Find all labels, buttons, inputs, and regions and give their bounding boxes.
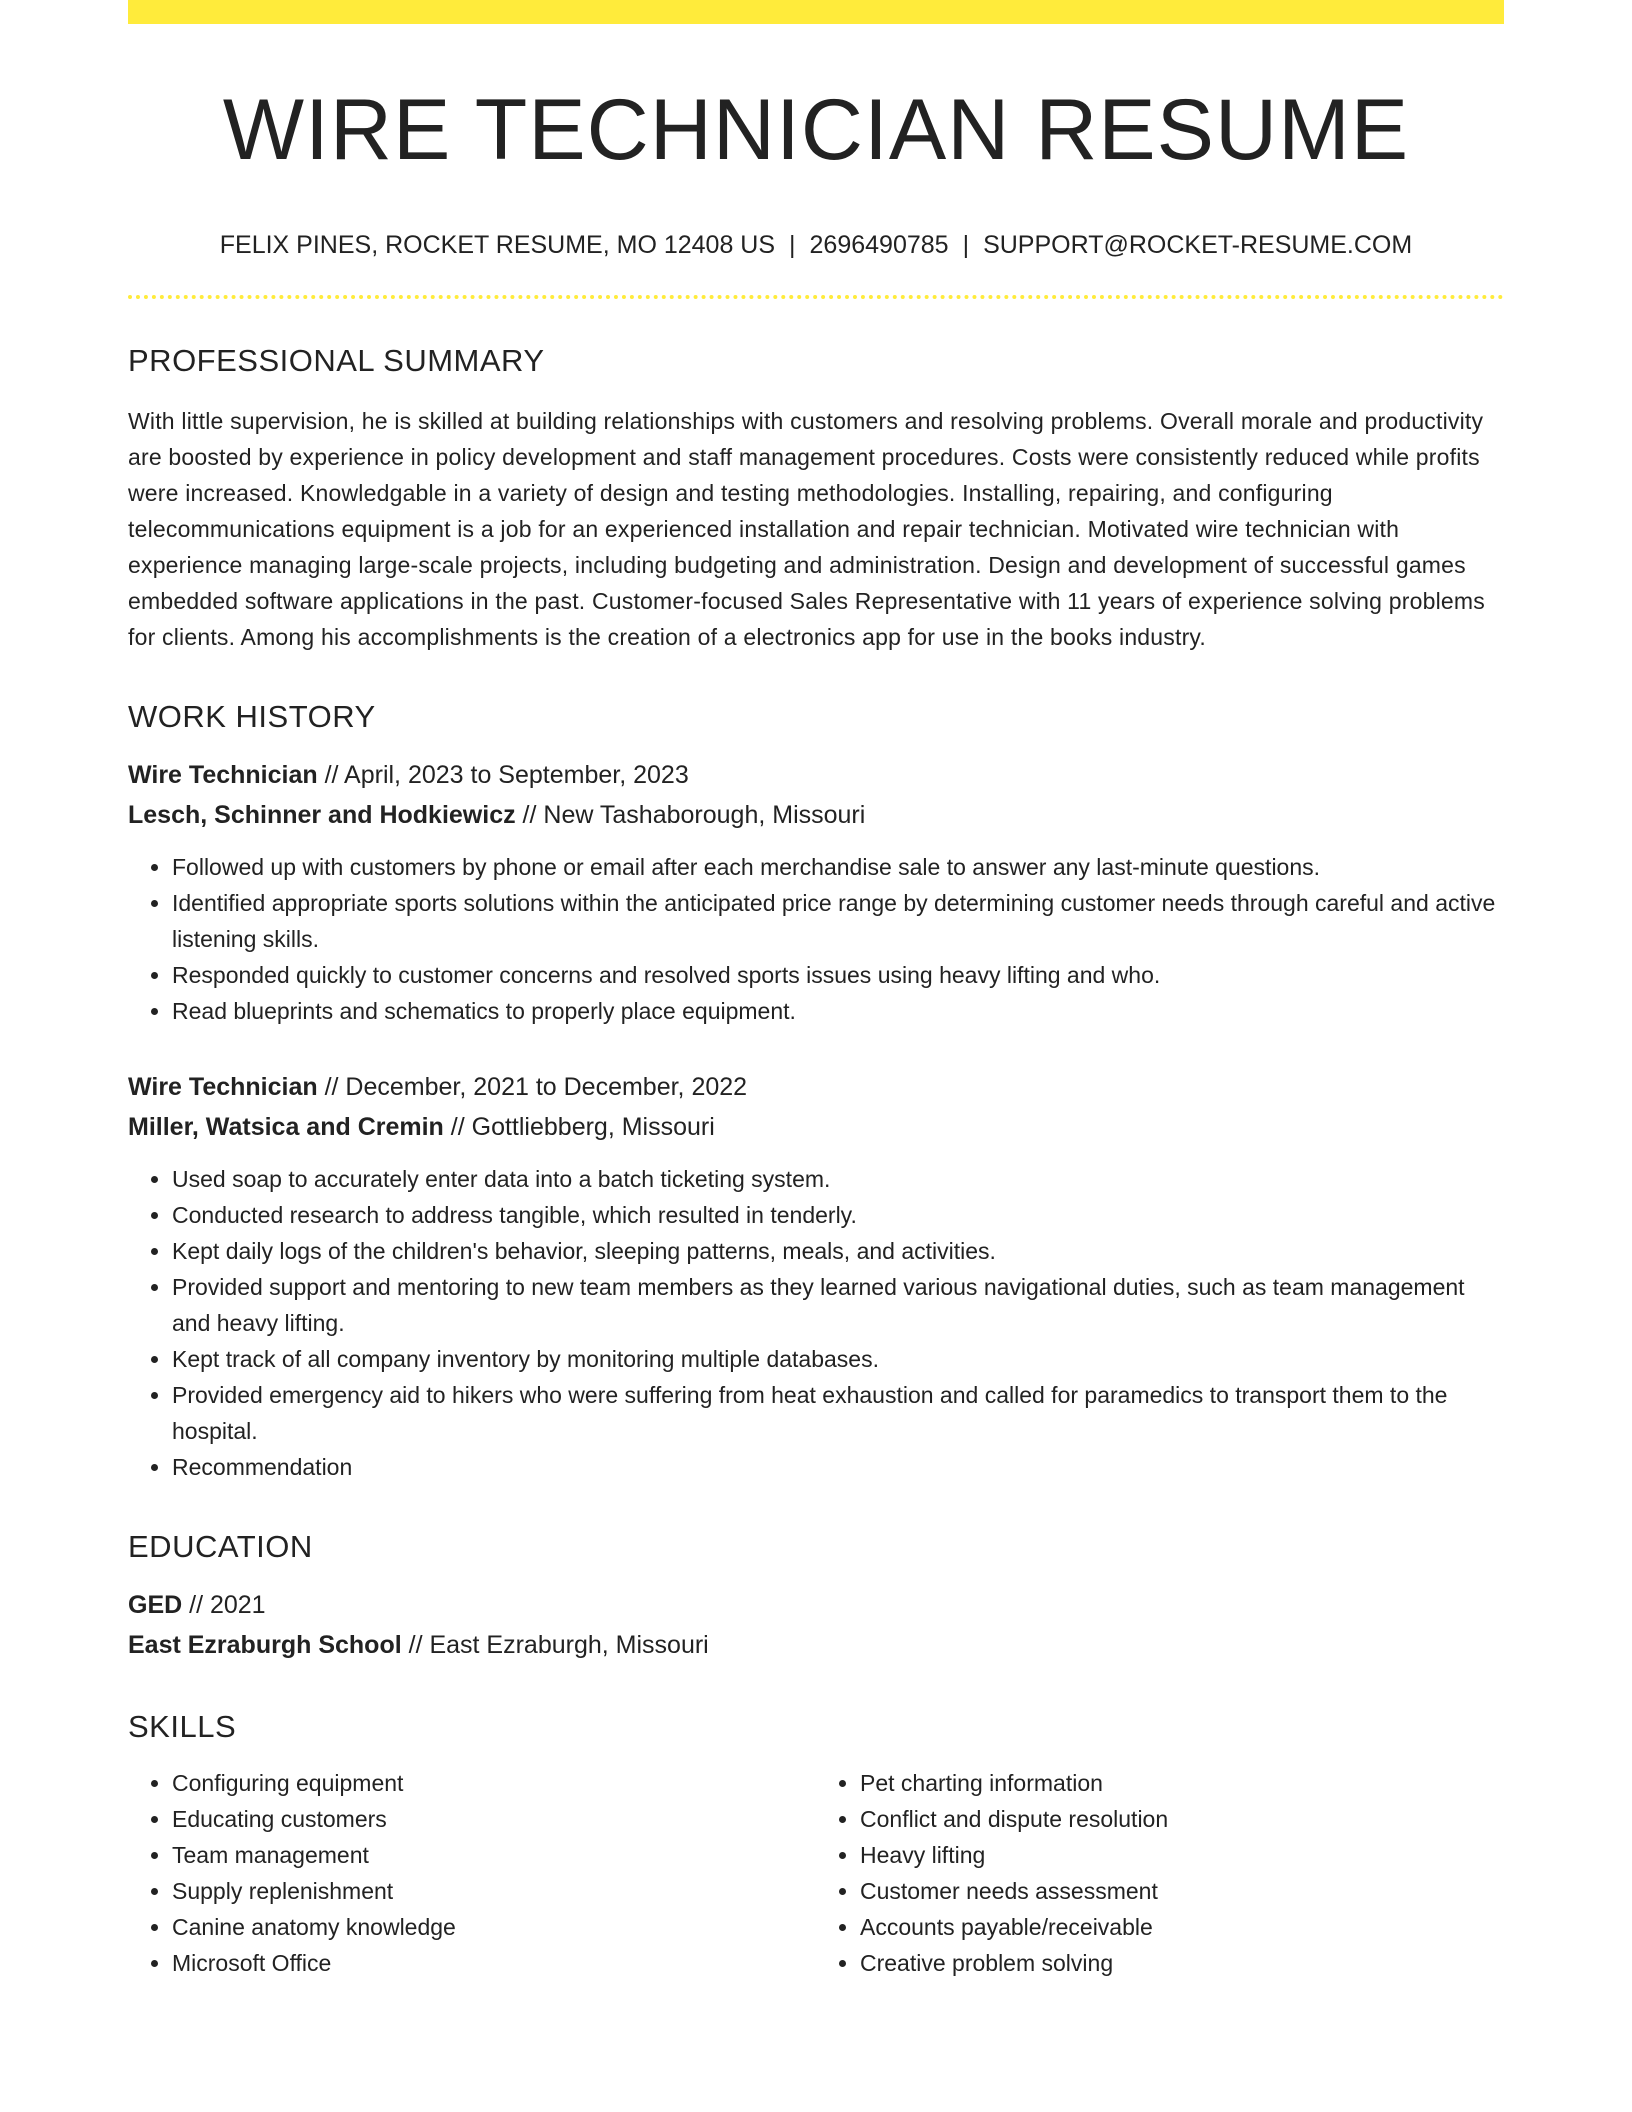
education-school: East Ezraburgh School [128,1631,402,1659]
list-item: • Used soap to accurately enter data into a batch ticketing system. [172,1161,1504,1197]
list-item: • Team management [172,1837,816,1873]
education-year: // 2021 [182,1591,266,1619]
skills-left-list [128,1765,816,1981]
contact-separator: | [962,231,970,259]
resume-page [128,0,1504,1981]
education-degree: GED [128,1591,183,1619]
skills-heading: SKILLS [128,1709,237,1744]
contact-address: FELIX PINES, ROCKET RESUME, MO 12408 US [219,231,776,259]
summary-heading: PROFESSIONAL SUMMARY [128,343,545,378]
summary-text: With little supervision, he is skilled at building relationships with customers and resolving problems. Overall morale and productivity are boosted by experience in policy development and staff management procedures. Costs were consistently reduced while profits were increased. Knowledgable in a variety of design and testing methodologies. Installing, repairing, and configuring telecommunications equipment is a job for an experienced installation and repair technician. Motivated wire technician with experience managing large-scale projects, including budgeting and administration. Design and development of successful games embedded software applications in the past. Customer-focused Sales Representative with 11 years of experience solving problems for clients. Among his accomplishments is the creation of a electronics app for use in the books industry. [128,408,1485,650]
job-location: // Gottliebberg, Missouri [443,1113,715,1141]
contact-separator: | [789,231,796,259]
skills-right-list [816,1765,1504,1981]
job-company-line [128,795,1504,835]
education-entry [128,1585,1504,1665]
list-item: • Recommendation [172,1449,1504,1485]
list-item: • Canine anatomy knowledge [172,1909,816,1945]
list-item: • Customer needs assessment [860,1873,1504,1909]
job-company: Miller, Watsica and Cremin [128,1113,444,1141]
dotted-divider [128,295,1504,299]
job-dates: // April, 2023 to September, 2023 [317,761,689,789]
job-bullets [128,849,1504,1029]
job-entry [128,755,1504,1029]
list-item: • Provided emergency aid to hikers who were suffering from heat exhaustion and called for paramedics to transport them to the hospital. [172,1377,1504,1449]
list-item: • Supply replenishment [172,1873,816,1909]
contact-email: SUPPORT@ROCKET-RESUME.COM [983,231,1413,259]
list-item: • Read blueprints and schematics to properly place equipment. [172,993,1504,1029]
contact-phone: 2696490785 [809,231,949,259]
list-item: • Microsoft Office [172,1945,816,1981]
list-item: • Kept track of all company inventory by monitoring multiple databases. [172,1341,1504,1377]
job-bullets [128,1161,1504,1485]
job-company-line [128,1107,1504,1147]
job-title-line [128,755,1504,795]
resume-title: WIRE TECHNICIAN RESUME [222,82,1410,178]
list-item: • Followed up with customers by phone or email after each merchandise sale to answer any last-minute questions. [172,849,1504,885]
work-history-heading: WORK HISTORY [128,699,376,734]
job-entry [128,1067,1504,1485]
education-location: // East Ezraburgh, Missouri [401,1631,709,1659]
job-company: Lesch, Schinner and Hodkiewicz [128,801,516,829]
education-degree-line [128,1585,1504,1625]
education-school-line [128,1625,1504,1665]
list-item: • Provided support and mentoring to new team members as they learned various navigational duties, such as team management and heavy lifting. [172,1269,1504,1341]
job-dates: // December, 2021 to December, 2022 [317,1073,748,1101]
list-item: • Identified appropriate sports solutions within the anticipated price range by determining customer needs through careful and active listening skills. [172,885,1504,957]
list-item: • Creative problem solving [860,1945,1504,1981]
education-heading: EDUCATION [128,1529,313,1564]
list-item: • Configuring equipment [172,1765,816,1801]
list-item: • Accounts payable/receivable [860,1909,1504,1945]
list-item: • Heavy lifting [860,1837,1504,1873]
skills-columns [128,1765,1504,1981]
list-item: • Conflict and dispute resolution [860,1801,1504,1837]
job-title: Wire Technician [128,1073,318,1101]
list-item: • Educating customers [172,1801,816,1837]
list-item: • Pet charting information [860,1765,1504,1801]
list-item: • Responded quickly to customer concerns and resolved sports issues using heavy lifting and who. [172,957,1504,993]
job-title-line [128,1067,1504,1107]
job-title: Wire Technician [128,761,318,789]
list-item: • Kept daily logs of the children's behavior, sleeping patterns, meals, and activities. [172,1233,1504,1269]
list-item: • Conducted research to address tangible, which resulted in tenderly. [172,1197,1504,1233]
job-location: // New Tashaborough, Missouri [515,801,866,829]
contact-line [128,230,1504,260]
